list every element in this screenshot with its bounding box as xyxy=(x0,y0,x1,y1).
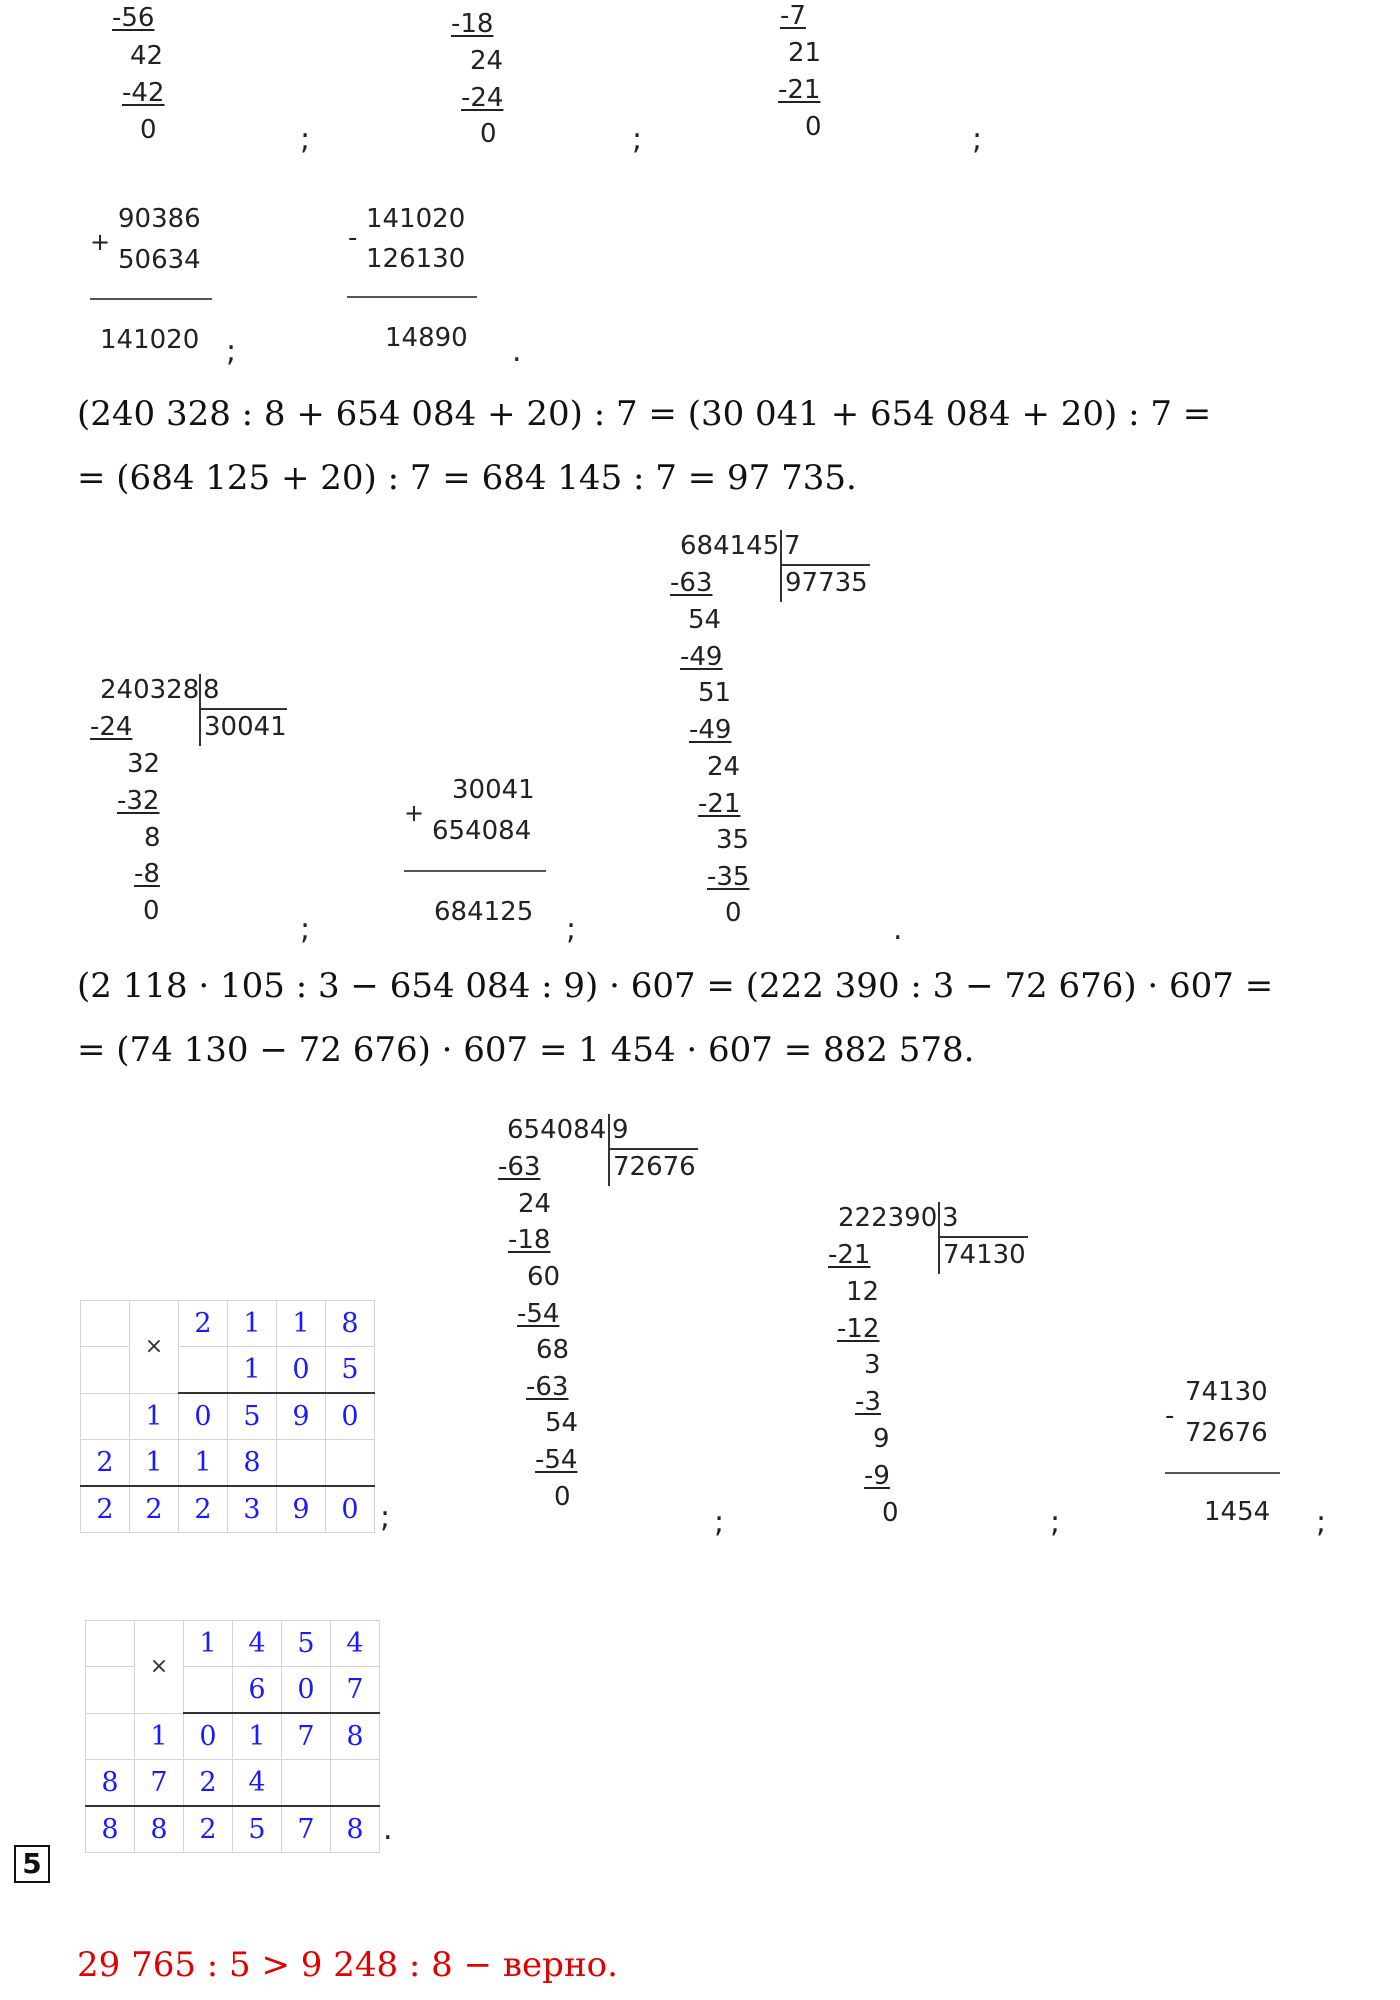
division-row: -49 xyxy=(689,715,732,745)
division-row: -3 xyxy=(855,1387,881,1417)
grid-cell xyxy=(331,1760,380,1807)
period: . xyxy=(512,334,522,369)
grid-cell: 5 xyxy=(282,1621,331,1667)
division-row: -18 xyxy=(451,9,494,39)
division-row: 60 xyxy=(527,1262,561,1292)
division-row: 51 xyxy=(698,678,732,708)
grid-cell: 8 xyxy=(135,1806,184,1853)
division-row: 24 xyxy=(470,46,504,76)
minus-sign: - xyxy=(348,223,358,253)
quotient-line xyxy=(780,564,870,566)
grid-cell: 2 xyxy=(179,1486,228,1533)
division-bar xyxy=(938,1202,940,1274)
grid-cell: 7 xyxy=(331,1667,380,1714)
grid-cell: 2 xyxy=(184,1806,233,1853)
semicolon: ; xyxy=(380,1500,391,1535)
grid-cell: 7 xyxy=(282,1713,331,1760)
division-row: 68 xyxy=(536,1335,570,1365)
grid-cell xyxy=(81,1301,130,1347)
difference-result: 1454 xyxy=(1204,1497,1271,1527)
grid-cell: 8 xyxy=(331,1806,380,1853)
division-row: 0 xyxy=(725,898,742,928)
dividend: 654084 xyxy=(507,1115,607,1145)
division-row: 0 xyxy=(143,896,160,926)
division-row: -54 xyxy=(517,1299,560,1329)
grid-cell xyxy=(179,1347,228,1394)
grid-cell: 5 xyxy=(228,1393,277,1440)
grid-cell xyxy=(86,1713,135,1760)
division-row: -21 xyxy=(828,1240,871,1270)
subtrahend: 72676 xyxy=(1185,1418,1268,1448)
division-row: -63 xyxy=(526,1372,569,1402)
division-row: 9 xyxy=(873,1424,890,1454)
division-row: -21 xyxy=(778,75,821,105)
grid-cell: 8 xyxy=(86,1760,135,1807)
grid-cell: 1 xyxy=(179,1440,228,1487)
grid-cell: 8 xyxy=(86,1806,135,1853)
division-row: 12 xyxy=(846,1277,880,1307)
grid-cell: 3 xyxy=(228,1486,277,1533)
division-row: -35 xyxy=(707,862,750,892)
semicolon: ; xyxy=(226,334,237,369)
quotient: 74130 xyxy=(943,1240,1026,1270)
minuend: 74130 xyxy=(1185,1377,1268,1407)
division-row: 42 xyxy=(130,41,164,71)
division-row: 0 xyxy=(480,119,497,149)
semicolon: ; xyxy=(1050,1505,1061,1540)
grid-cell: 2 xyxy=(81,1440,130,1487)
division-row: -42 xyxy=(122,78,165,108)
grid-cell xyxy=(86,1667,135,1714)
grid-cell: 7 xyxy=(282,1806,331,1853)
division-row: 8 xyxy=(144,823,161,853)
plus-sign: + xyxy=(404,799,425,827)
grid-cell: 0 xyxy=(184,1713,233,1760)
semicolon: ; xyxy=(714,1505,725,1540)
division-row: -24 xyxy=(461,83,504,113)
sum-result: 141020 xyxy=(100,325,200,355)
expression-1-line-2: = (684 125 + 20) : 7 = 684 145 : 7 = 97 735. xyxy=(77,458,857,498)
grid-cell: 0 xyxy=(326,1393,375,1440)
difference-line xyxy=(1165,1472,1280,1474)
grid-cell: 0 xyxy=(179,1393,228,1440)
addend-b: 50634 xyxy=(118,245,201,275)
divisor: 7 xyxy=(784,531,801,561)
division-row: -21 xyxy=(698,789,741,819)
division-row: -9 xyxy=(864,1461,890,1491)
grid-cell: 8 xyxy=(331,1713,380,1760)
sum-result: 684125 xyxy=(434,897,534,927)
grid-cell: 0 xyxy=(326,1486,375,1533)
divisor: 3 xyxy=(942,1203,959,1233)
grid-cell xyxy=(81,1393,130,1440)
multiplication-grid-2118x105 xyxy=(80,1300,375,1533)
grid-cell: 1 xyxy=(233,1713,282,1760)
grid-cell xyxy=(326,1440,375,1487)
quotient-line xyxy=(199,708,287,710)
grid-cell: 7 xyxy=(135,1760,184,1807)
grid-cell: 2 xyxy=(81,1486,130,1533)
semicolon: ; xyxy=(300,912,311,947)
division-bar xyxy=(780,530,782,602)
sum-line xyxy=(90,298,212,300)
division-row: 0 xyxy=(882,1498,899,1528)
grid-cell: 1 xyxy=(135,1713,184,1760)
difference-result: 14890 xyxy=(385,323,468,353)
difference-line xyxy=(347,296,477,298)
multiply-sign: × xyxy=(135,1621,184,1714)
division-row: -18 xyxy=(508,1225,551,1255)
grid-cell: 4 xyxy=(233,1621,282,1667)
semicolon: ; xyxy=(632,122,643,157)
grid-cell xyxy=(184,1667,233,1714)
grid-cell: 1 xyxy=(228,1347,277,1394)
quotient: 30041 xyxy=(204,712,287,742)
expression-2-line-1: (2 118 · 105 : 3 − 654 084 : 9) · 607 = (222 390 : 3 − 72 676) · 607 = xyxy=(77,966,1274,1006)
grid-cell: 2 xyxy=(179,1301,228,1347)
division-row: 32 xyxy=(127,749,161,779)
grid-cell: 5 xyxy=(233,1806,282,1853)
grid-cell: 9 xyxy=(277,1486,326,1533)
multiply-sign: × xyxy=(130,1301,179,1394)
semicolon: ; xyxy=(300,122,311,157)
grid-cell: 8 xyxy=(228,1440,277,1487)
semicolon: ; xyxy=(566,912,577,947)
division-row: -8 xyxy=(134,859,160,889)
division-row: -7 xyxy=(780,1,806,31)
division-row: -63 xyxy=(670,568,713,598)
division-row: 21 xyxy=(788,38,822,68)
division-bar xyxy=(608,1114,610,1186)
period: . xyxy=(383,1812,393,1847)
grid-cell: 5 xyxy=(326,1347,375,1394)
division-row: 35 xyxy=(716,825,750,855)
grid-cell: 1 xyxy=(184,1621,233,1667)
grid-cell: 4 xyxy=(233,1760,282,1807)
division-row: 0 xyxy=(554,1482,571,1512)
division-row: -54 xyxy=(535,1445,578,1475)
minuend: 141020 xyxy=(366,204,466,234)
division-row: -24 xyxy=(90,712,133,742)
division-row: -32 xyxy=(117,786,160,816)
division-row: 0 xyxy=(140,115,157,145)
grid-cell xyxy=(86,1621,135,1667)
subtrahend: 126130 xyxy=(366,244,466,274)
divisor: 8 xyxy=(203,675,220,705)
division-row: 0 xyxy=(805,112,822,142)
grid-cell: 2 xyxy=(184,1760,233,1807)
dividend: 684145 xyxy=(680,531,780,561)
division-row: -49 xyxy=(680,642,723,672)
grid-cell xyxy=(81,1347,130,1394)
division-row: 24 xyxy=(518,1189,552,1219)
division-row: 54 xyxy=(688,605,722,635)
quotient-line xyxy=(608,1148,698,1150)
grid-cell: 0 xyxy=(282,1667,331,1714)
division-row: -63 xyxy=(498,1152,541,1182)
quotient: 72676 xyxy=(613,1152,696,1182)
grid-cell xyxy=(277,1440,326,1487)
division-row: 24 xyxy=(707,752,741,782)
division-row: -56 xyxy=(112,3,155,33)
grid-cell: 8 xyxy=(326,1301,375,1347)
grid-cell: 1 xyxy=(277,1301,326,1347)
sum-line xyxy=(404,870,546,872)
task-number-badge: 5 xyxy=(14,1845,50,1883)
grid-cell: 1 xyxy=(130,1440,179,1487)
division-row: 54 xyxy=(545,1408,579,1438)
divisor: 9 xyxy=(612,1115,629,1145)
grid-cell: 2 xyxy=(130,1486,179,1533)
multiplication-grid-1454x607 xyxy=(85,1620,380,1853)
expression-1-line-1: (240 328 : 8 + 654 084 + 20) : 7 = (30 041 + 654 084 + 20) : 7 = xyxy=(77,394,1212,434)
semicolon: ; xyxy=(972,122,983,157)
grid-cell: 4 xyxy=(331,1621,380,1667)
division-bar xyxy=(199,674,201,746)
semicolon: ; xyxy=(1316,1505,1327,1540)
grid-cell xyxy=(282,1760,331,1807)
quotient-line xyxy=(938,1236,1028,1238)
expression-2-line-2: = (74 130 − 72 676) · 607 = 1 454 · 607 = 882 578. xyxy=(77,1030,975,1070)
dividend: 240328 xyxy=(100,675,200,705)
grid-cell: 0 xyxy=(277,1347,326,1394)
addend-b: 654084 xyxy=(432,816,532,846)
division-row: -12 xyxy=(837,1314,880,1344)
period: . xyxy=(893,912,903,947)
division-row: 3 xyxy=(864,1350,881,1380)
quotient: 97735 xyxy=(785,568,868,598)
grid-cell: 1 xyxy=(130,1393,179,1440)
grid-cell: 6 xyxy=(233,1667,282,1714)
answer-line: 29 765 : 5 > 9 248 : 8 − верно. xyxy=(77,1945,618,1985)
addend-a: 90386 xyxy=(118,204,201,234)
plus-sign: + xyxy=(90,228,111,256)
grid-cell: 1 xyxy=(228,1301,277,1347)
grid-cell: 9 xyxy=(277,1393,326,1440)
addend-a: 30041 xyxy=(452,775,535,805)
dividend: 222390 xyxy=(838,1203,938,1233)
minus-sign: - xyxy=(1165,1401,1175,1431)
